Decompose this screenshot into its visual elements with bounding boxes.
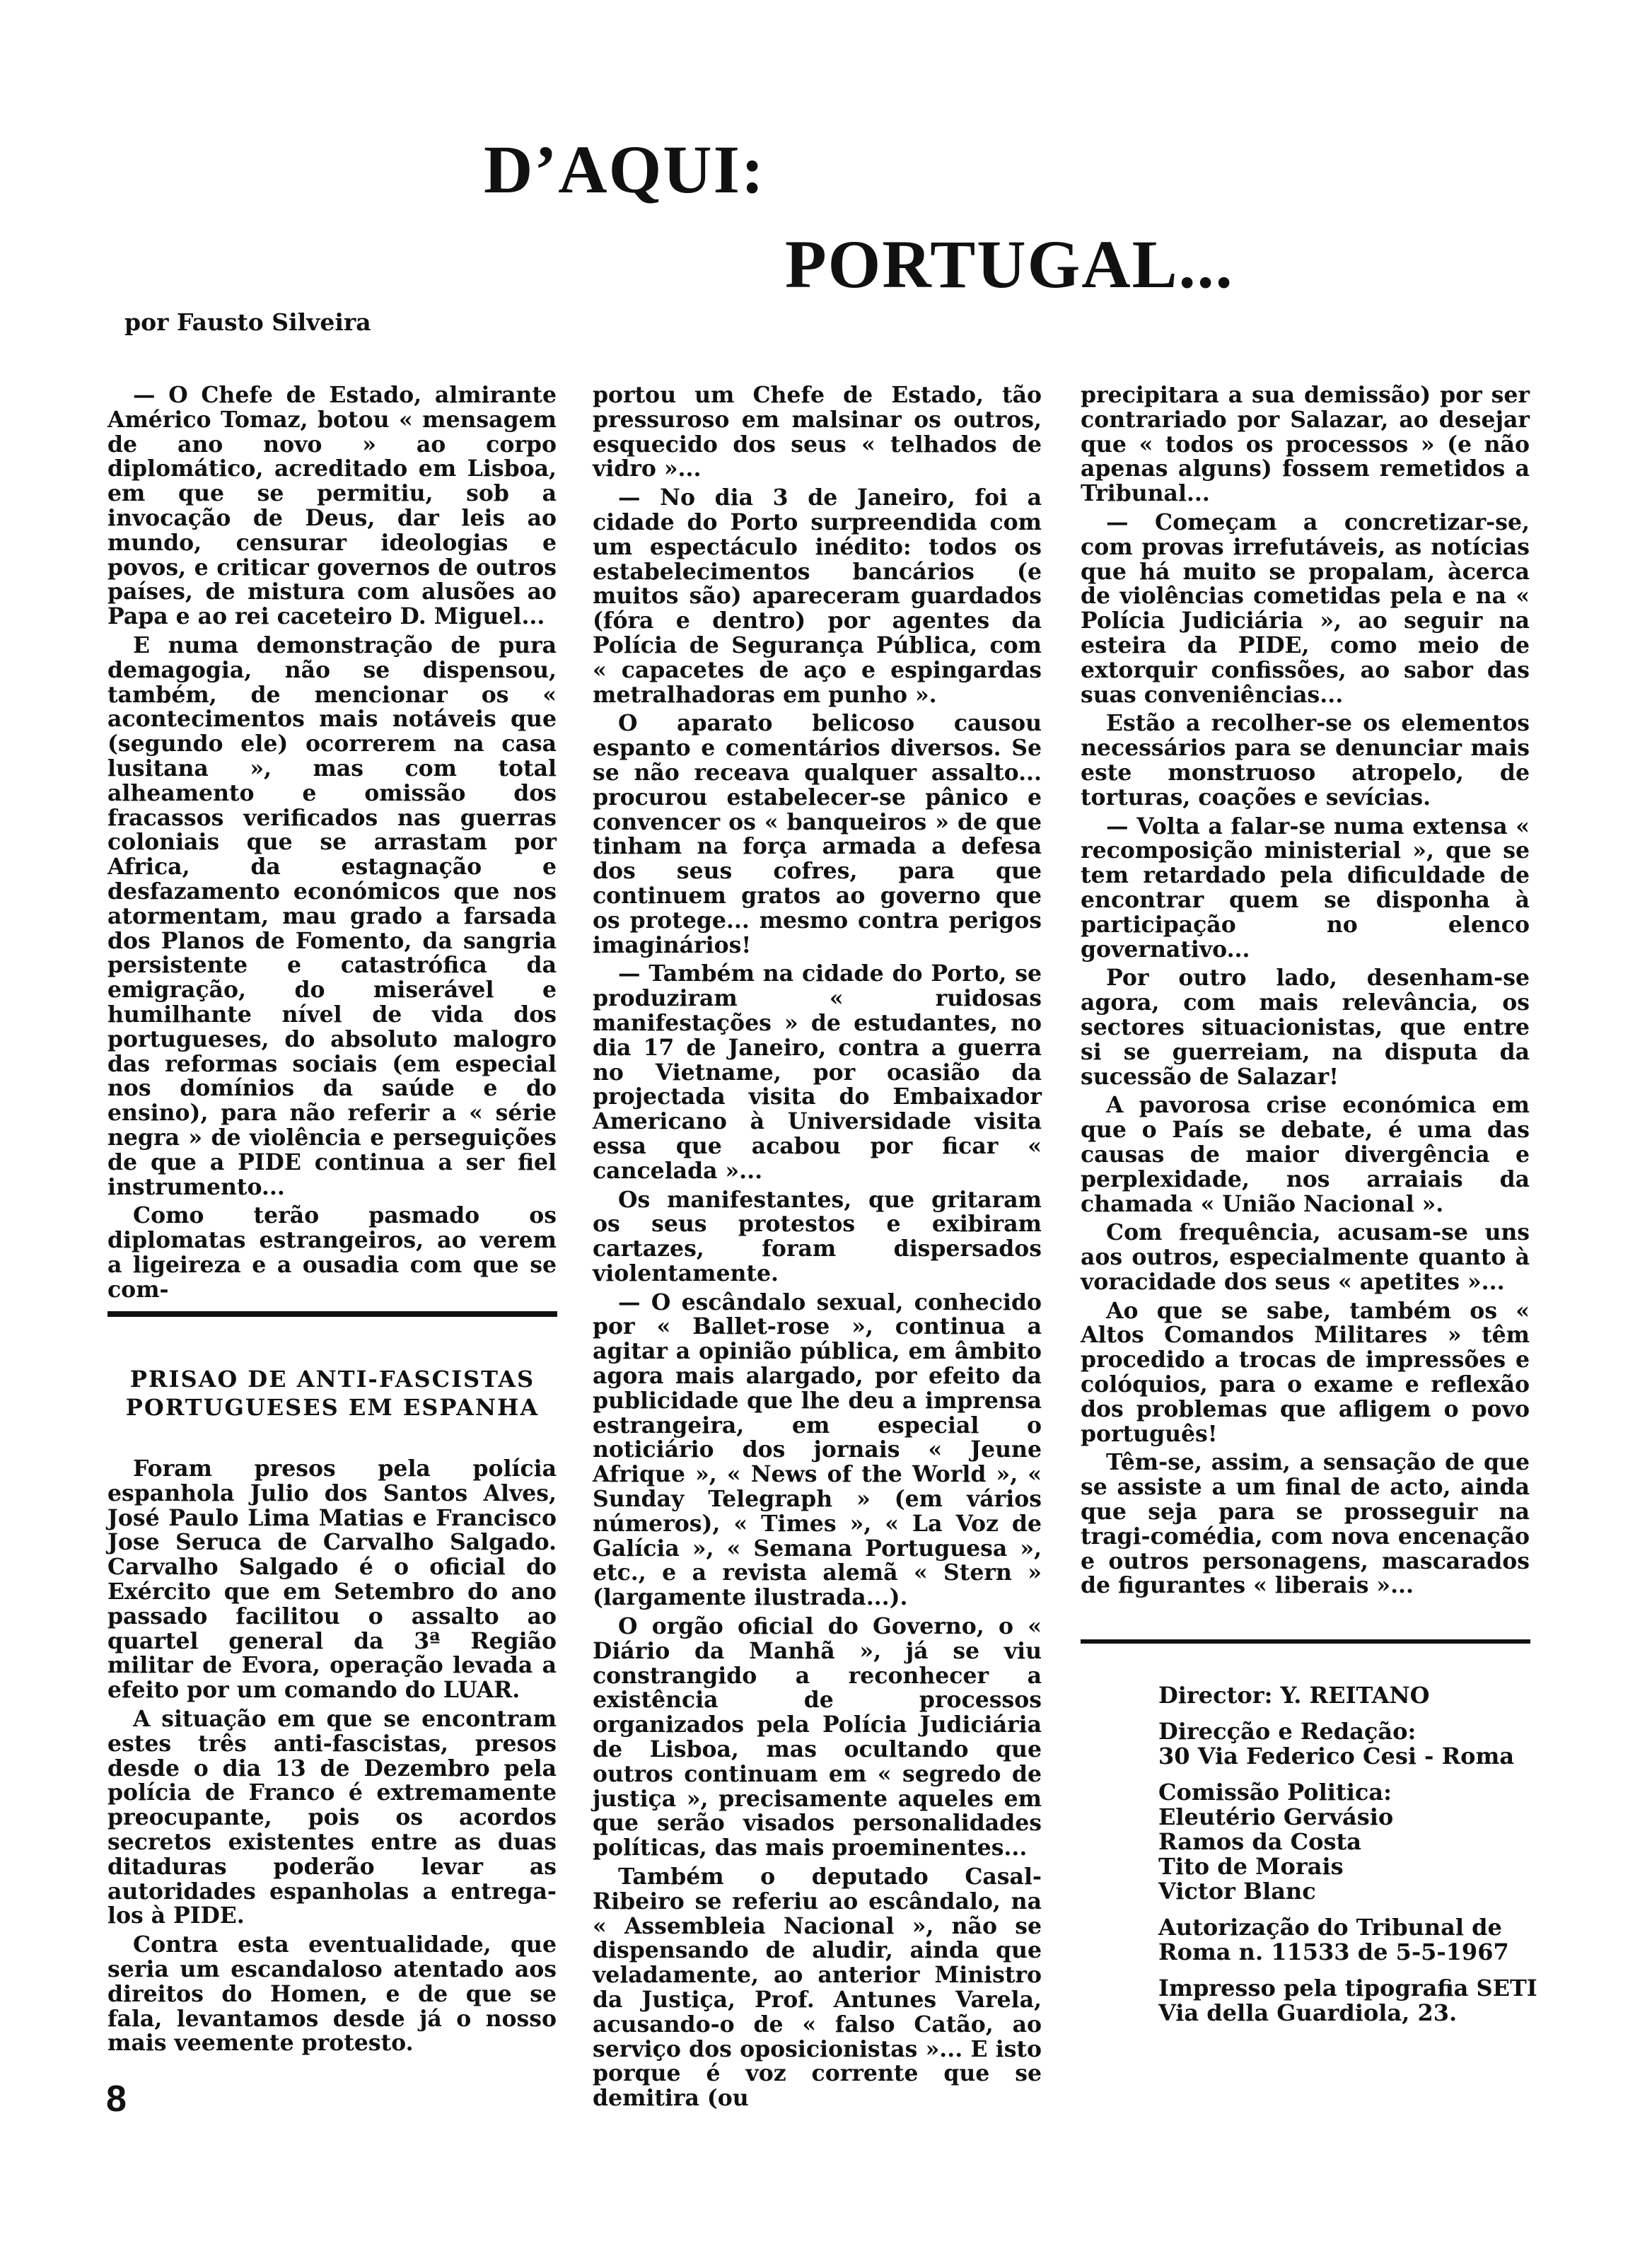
paragraph: O orgão oficial do Governo, o « Diário da Manhã », já se viu constrangido a reconhecer a existência de processos organizados pela Polícia Judiciária de Lisboa, mas ocultando que outros continuam em « segredo de justiça », precisamente aqueles em que serão visados personalidades políticas, das mais proeminentes... xyxy=(593,1613,1042,1861)
article-column-3 xyxy=(1081,383,1530,1603)
paragraph: Os manifestantes, que gritaram os seus protestos e exibiram cartazes, foram dispersados violentamente. xyxy=(593,1186,1042,1286)
masthead-direccao-label: Direcção e Redação: xyxy=(1158,1718,1417,1745)
paragraph: Por outro lado, desenham-se agora, com mais relevância, os sectores situacionistas, que entre si se guerreiam, na disputa da sucessão de Salazar! xyxy=(1081,965,1530,1090)
sidebar-heading xyxy=(107,1365,557,1422)
title-line-1: D’AQUI: xyxy=(484,132,765,207)
masthead-autorizacao: Autorização do Tribunal de xyxy=(1158,1914,1502,1941)
article-column-1 xyxy=(107,383,557,1306)
paragraph: Como terão pasmado os diplomatas estrangeiros, ao verem a ligeireza e a ousadia com que se com- xyxy=(107,1202,557,1303)
paragraph: precipitara a sua demissão) por ser contrariado por Salazar, ao desejar que « todos os processos » (e não apenas alguns) fossem remetidos a Tribunal... xyxy=(1081,382,1530,507)
masthead-member: Eleutério Gervásio xyxy=(1158,1803,1394,1830)
paragraph: E numa demonstração de pura demagogia, não se dispensou, também, de mencionar os « acontecimentos mais notáveis que (segundo ele) ocorrerem na casa lusitana », mas com total alheamento e omissão dos fracassos verificados nas guerras coloniais que se arrastam por Africa, da estagnação e desfazamento económicos que nos atormentam, mau grado a farsada dos Planos de Fomento, da sangria persistente e catastrófica da emigração, do miserável e humilhante nível de vida dos portugueses, do absoluto malogro das reformas sociais (em especial nos domínios da saúde e do ensino), para não referir a « série negra » de violência e perseguições de que a PIDE continua a ser fiel instrumento... xyxy=(107,632,557,1200)
masthead-autorizacao: Roma n. 11533 de 5-5-1967 xyxy=(1158,1939,1509,1965)
masthead xyxy=(1158,1683,1540,2037)
masthead-impresso: Via della Guardiola, 23. xyxy=(1158,1999,1458,2026)
sidebar-heading-line: PRISAO DE ANTI-FASCISTAS xyxy=(129,1366,535,1393)
byline: por Fausto Silveira xyxy=(124,308,371,336)
article-column-2 xyxy=(593,383,1042,2115)
paragraph: A pavorosa crise económica em que o País se debate, é uma das causas de maior divergência e perplexidade, nos arraiais da chamada « União Nacional ». xyxy=(1081,1092,1530,1217)
masthead-divider xyxy=(1081,1639,1530,1644)
paragraph: A situação em que se encontram estes três anti-fascistas, presos desde o dia 13 de Dezembro pela polícia de Franco é extremamente preocupante, pois os acordos secretos existentes entre as duas ditaduras poderão levar as autoridades espanholas a entrega-los à PIDE. xyxy=(107,1705,557,1929)
paragraph: Ao que se sabe, também os « Altos Comandos Militares » têm procedido a trocas de impressões e colóquios, para o exame e reflexão dos problemas que afligem o povo português! xyxy=(1081,1297,1530,1447)
masthead-member: Victor Blanc xyxy=(1158,1878,1316,1905)
masthead-address: 30 Via Federico Cesi - Roma xyxy=(1158,1743,1515,1769)
paragraph: Estão a recolher-se os elementos necessários para se denunciar mais este monstruoso atropelo, de torturas, coações e sevícias. xyxy=(1081,710,1530,810)
paragraph: Têm-se, assim, a sensação de que se assiste a um final de acto, ainda que seja para se prosseguir na tragi-comédia, com nova encenação e outros personagens, mascarados de figurantes « liberais »... xyxy=(1081,1449,1530,1599)
paragraph: O aparato belicoso causou espanto e comentários diversos. Se se não receava qualquer assalto... procurou estabelecer-se pânico e convencer os « banqueiros » de que tinham na força armada a defesa dos seus cofres, para que continuem gratos ao governo que os protege... mesmo contra perigos imaginários! xyxy=(593,710,1042,958)
paragraph: — Começam a concretizar-se, com provas irrefutáveis, as notícias que há muito se propalam, àcerca de violências cometidas pela e na « Polícia Judiciária », ao seguir na esteira da PIDE, como meio de extorquir confissões, ao sabor das suas conveniências... xyxy=(1081,509,1530,708)
page-number: 8 xyxy=(106,2079,127,2120)
masthead-director: Director: Y. REITANO xyxy=(1158,1682,1430,1709)
masthead-comissao-label: Comissão Politica: xyxy=(1158,1779,1392,1806)
paragraph: Também o deputado Casal-Ribeiro se referiu ao escândalo, na « Assembleia Nacional », não se dispensando de aludir, ainda que veladamente, ao anterior Ministro da Justiça, Prof. Antunes Varela, acusando-o de « falso Catão, ao serviço dos oposicionistas »... E isto porque é voz corrente que se demitira (ou xyxy=(593,1864,1042,2112)
paragraph: Contra esta eventualidade, que seria um escandaloso atentado aos direitos do Homen, e de que se fala, levantamos desde já o nosso mais veemente protesto. xyxy=(107,1931,557,2057)
sidebar-heading-line: PORTUGUESES EM ESPANHA xyxy=(125,1394,540,1421)
masthead-member: Ramos da Costa xyxy=(1158,1828,1362,1855)
masthead-impresso: Impresso pela tipografia SETI xyxy=(1158,1975,1537,2001)
paragraph: — O Chefe de Estado, almirante Américo Tomaz, botou « mensagem de ano novo » ao corpo diplomático, acreditado em Lisboa, em que se permitiu, sob a invocação de Deus, dar leis ao mundo, censurar ideologias e povos, e criticar governos de outros países, de mistura com alusões ao Papa e ao rei caceteiro D. Miguel... xyxy=(107,382,557,630)
masthead-member: Tito de Morais xyxy=(1158,1853,1344,1880)
paragraph: — No dia 3 de Janeiro, foi a cidade do Porto surpreendida com um espectáculo inédito: todos os estabelecimentos bancários (e muitos são) apareceram guardados (fóra e dentro) por agentes da Polícia de Segurança Pública, com « capacetes de aço e espingardas metralhadoras em punho ». xyxy=(593,484,1042,708)
paragraph: Com frequência, acusam-se uns aos outros, especialmente quanto à voracidade dos seus « apetites »... xyxy=(1081,1219,1530,1295)
paragraph: — O escândalo sexual, conhecido por « Ballet-rose », continua a agitar a opinião pública, em âmbito agora mais alargado, por efeito da publicidade que lhe deu a imprensa estrangeira, em especial o noticiário dos jornais « Jeune Afrique », « News of the World », « Sunday Telegraph » (em vários números), « Times », « La Voz de Galícia », « Semana Portuguesa », etc., e a revista alemã « Stern » (largamente ilustrada...). xyxy=(593,1289,1042,1611)
paragraph: — Volta a falar-se numa extensa « recomposição ministerial », que se tem retardado pela dificuldade de encontrar quem se disponha à participação no elenco governativo... xyxy=(1081,813,1530,963)
title-line-2: PORTUGAL... xyxy=(785,226,1234,302)
sidebar-article-body xyxy=(107,1457,557,2060)
paragraph: — Também na cidade do Porto, se produziram « ruidosas manifestações » de estudantes, no dia 17 de Janeiro, contra a guerra no Vietname, por ocasião da projectada visita do Embaixador Americano à Universidade visita essa que acabou por ficar « cancelada »... xyxy=(593,960,1042,1184)
section-divider xyxy=(107,1311,557,1317)
paragraph: Foram presos pela polícia espanhola Julio dos Santos Alves, José Paulo Lima Matias e Francisco Jose Seruca de Carvalho Salgado. Carvalho Salgado é o oficial do Exército que em Setembro do ano passado facilitou o assalto ao quartel general da 3ª Região militar de Evora, operação levada a efeito por um comando do LUAR. xyxy=(107,1455,557,1704)
paragraph: portou um Chefe de Estado, tão pressuroso em malsinar os outros, esquecido dos seus « telhados de vidro »... xyxy=(593,382,1042,482)
